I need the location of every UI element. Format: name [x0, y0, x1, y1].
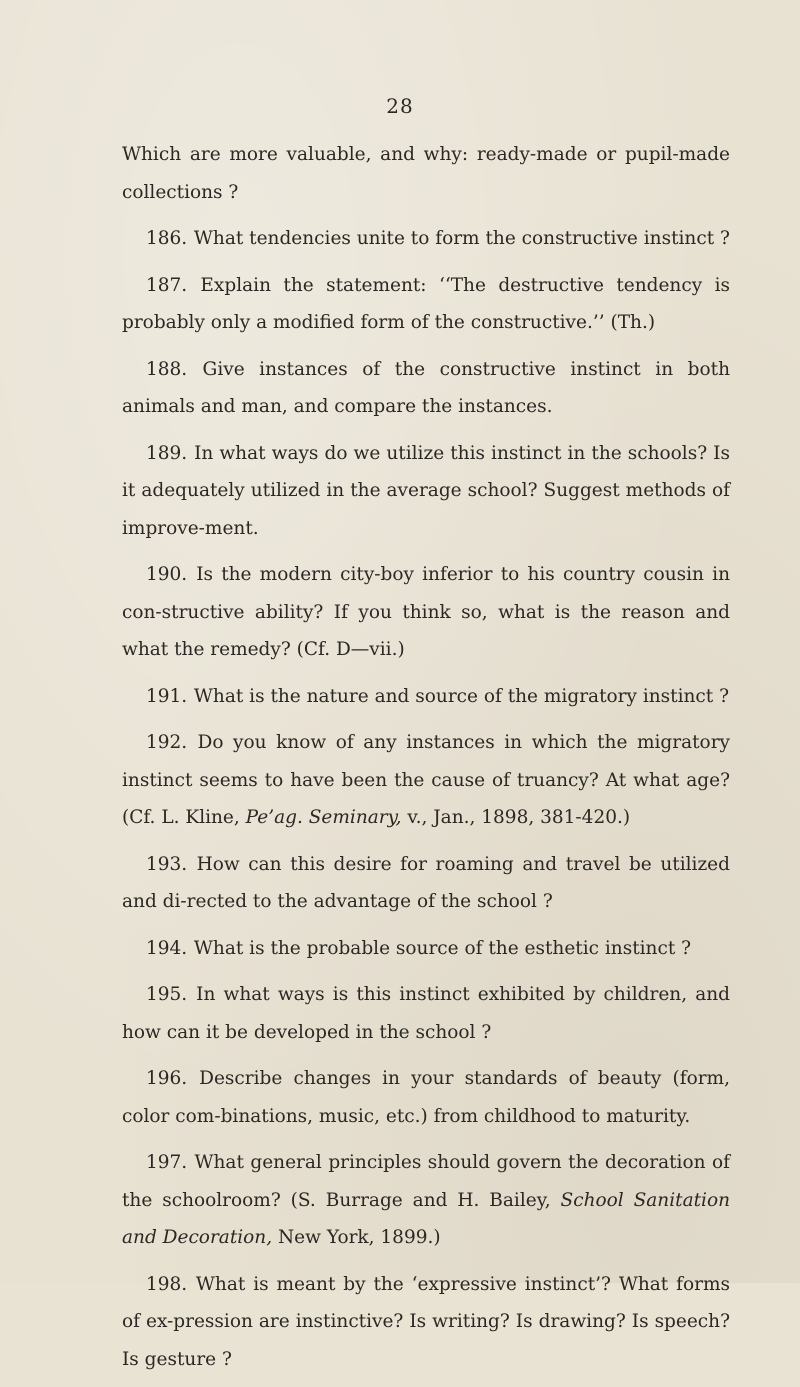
question-number: 187. [146, 274, 188, 296]
question-text: In what ways do we utilize this instinct in the schools? Is it adequately utilized in the average school? Suggest methods of improve-ment. [122, 442, 730, 539]
question-193 [122, 846, 730, 921]
question-number: 190. [146, 564, 188, 585]
question-number: 189. [146, 442, 188, 464]
question-text: Is the modern city-boy inferior to his country cousin in con-structive ability? If you think so, what is the reason and what the remedy? (Cf. D—vii.) [122, 564, 730, 660]
question-text: What is meant by the ‘expressive instinct’? What forms of ex-pression are instinctive? Is writing? Is drawing? Is speech? Is gesture ? [122, 1273, 730, 1370]
question-number: 188. [146, 358, 188, 380]
question-190 [122, 556, 730, 669]
question-197 [122, 1144, 730, 1257]
paragraph-intro [122, 136, 730, 211]
page-number: 28 [386, 94, 414, 118]
question-number: 197. [146, 1152, 188, 1173]
question-192 [122, 724, 730, 837]
question-number: 196. [146, 1068, 188, 1089]
question-188 [122, 351, 730, 426]
question-number: 194. [146, 937, 188, 959]
question-number: 186. [146, 228, 188, 249]
question-text: What general principles should govern the decoration of the schoolroom? (S. Burrage and H. Bailey, [122, 1152, 730, 1211]
question-text-end: New York, 1899.) [272, 1227, 441, 1248]
question-number: 195. [146, 984, 188, 1005]
question-186 [122, 220, 730, 258]
question-text-end: v., Jan., 1898, 381-420.) [401, 807, 631, 828]
question-194 [122, 930, 730, 968]
question-text: In what ways is this instinct exhibited by children, and how can it be developed in the school ? [122, 984, 730, 1043]
question-number: 198. [146, 1273, 188, 1295]
question-198 [122, 1266, 730, 1379]
question-number: 193. [146, 853, 188, 875]
citation-title: Pe’ag. Seminary, [245, 807, 402, 828]
question-text: Do you know of any instances in which the migratory instinct seems to have been the cause of truancy? At what age? (Cf. L. Kline, [122, 732, 730, 828]
question-189 [122, 435, 730, 548]
question-text: What is the probable source of the esthetic instinct ? [193, 937, 692, 959]
question-number: 191. [146, 685, 188, 707]
question-number: 192. [146, 732, 188, 753]
citation-title: School Sanitation and Decoration, [122, 1189, 730, 1248]
question-text: Give instances of the constructive instinct in both animals and man, and compare the instances. [122, 358, 730, 417]
question-195 [122, 976, 730, 1051]
question-191 [122, 678, 730, 716]
question-list [122, 136, 730, 1387]
question-187 [122, 267, 730, 342]
question-text: How can this desire for roaming and travel be utilized and di-rected to the advantage of the school ? [122, 853, 730, 912]
question-text: Describe changes in your standards of beauty (form, color com-binations, music, etc.) from childhood to maturity. [122, 1068, 730, 1127]
question-text: What is the nature and source of the migratory instinct ? [193, 685, 729, 707]
question-text: Explain the statement: ‘‘The destructive tendency is probably only a modified form of the constructive.’’ (Th.) [122, 274, 730, 333]
question-text: What tendencies unite to form the constructive instinct ? [193, 228, 730, 249]
paragraph-text: Which are more valuable, and why: ready-made or pupil-made collections ? [122, 144, 730, 203]
question-196 [122, 1060, 730, 1135]
